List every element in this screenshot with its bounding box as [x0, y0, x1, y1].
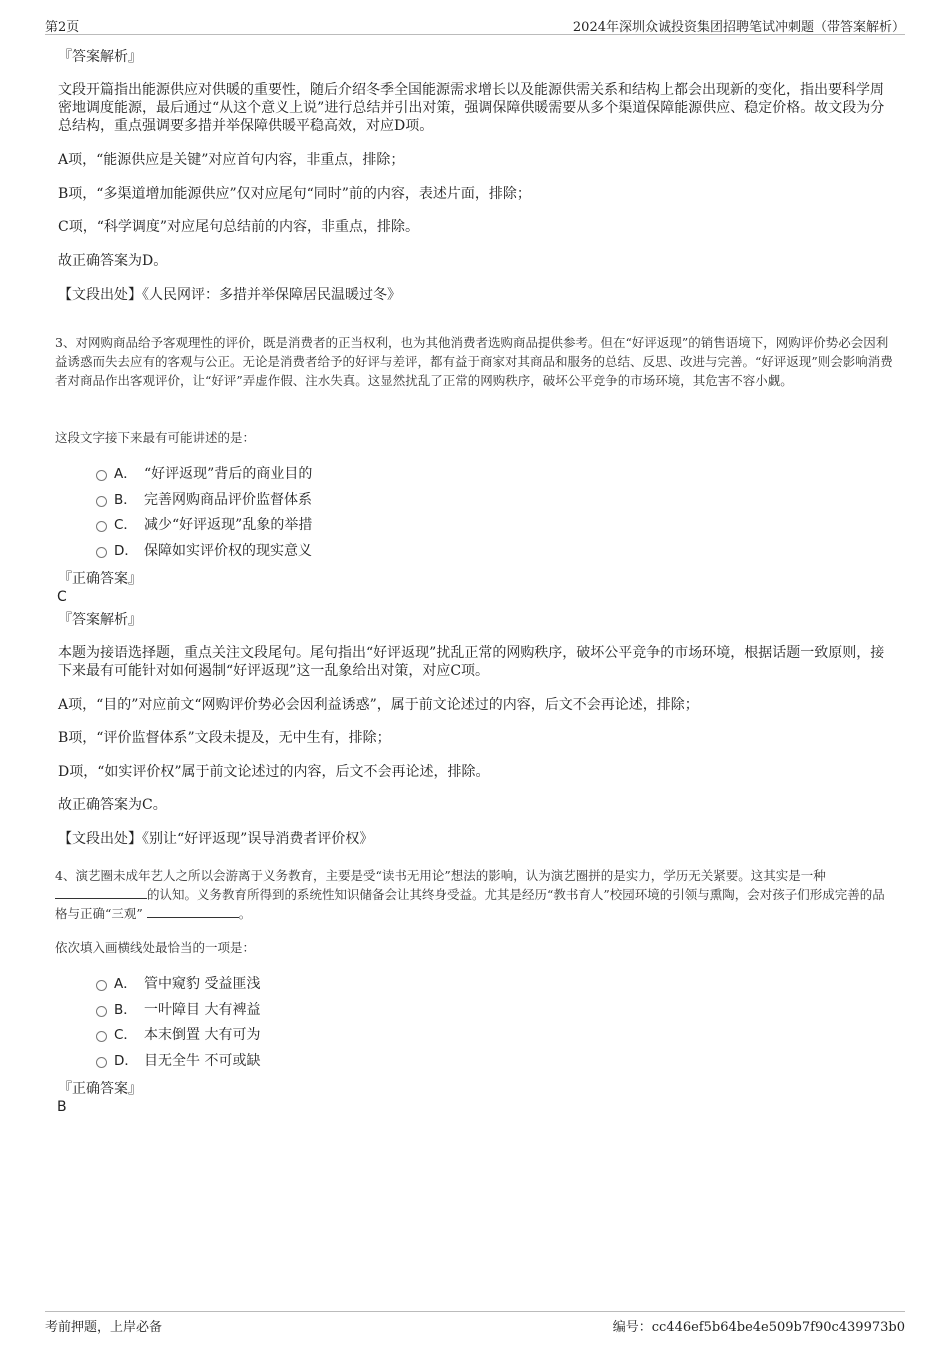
page-footer [45, 1311, 905, 1334]
q3-option-d[interactable]: D． 保障如实评价权的现实意义 [96, 541, 312, 561]
q2-analysis-title: 『答案解析』 [58, 49, 142, 65]
q3-prompt: 这段文字接下来最有可能讲述的是： [55, 430, 256, 445]
q3-analysis-option-b: B项，“评价监督体系”文段未提及，无中生有，排除； [58, 730, 391, 746]
q3-option-a[interactable]: A． “好评返现”背后的商业目的 [96, 464, 312, 484]
q4-stem: 4、演艺圈未成年艺人之所以会游离于义务教育，主要是受“读书无用论”想法的影响，认为演艺圈拼的是实力，学历无关紧要。这其实是一种的认知。义务教育所得到的系统性知识储备会让其终身受益。尤其是经历“教书育人”校园环境的引领与熏陶，会对孩子们形成完善的品格与正确“三观” 。 [55, 868, 885, 921]
q3-final-answer: 故正确答案为C。 [58, 797, 167, 813]
q4-option-c[interactable]: C． 本末倒置 大有可为 [96, 1025, 260, 1045]
radio-icon[interactable] [96, 1057, 107, 1068]
document-id: 编号：cc446ef5b64be4e509b7f90c439973b0 [612, 1320, 905, 1335]
q3-analysis-paragraph: 本题为接语选择题，重点关注文段尾句。尾句指出“好评返现”扰乱正常的网购秩序，破坏公平竞争的市场环境，根据话题一致原则，接下来最有可能针对如何遏制“好评返现”这一乱象给出对策，对应C项。 [58, 645, 885, 679]
q4-answer-title: 『正确答案』 [58, 1081, 142, 1097]
q2-analysis-option-c: C项，“科学调度”对应尾句总结前的内容，非重点，排除。 [58, 219, 420, 235]
q2-analysis-option-a: A项，“能源供应是关键”对应首句内容，非重点，排除； [58, 152, 405, 168]
q3-analysis-option-a: A项，“目的”对应前文“网购评价势必会因利益诱惑”，属于前文论述过的内容，后文不会再论述，排除； [58, 697, 699, 713]
q2-analysis-paragraph: 文段开篇指出能源供应对供暖的重要性，随后介绍冬季全国能源需求增长以及能源供需关系和结构上都会出现新的变化，指出要科学周密地调度能源，最后通过“从这个意义上说”进行总结并引出对策，强调保障供暖需要从多个渠道保障能源供应、稳定价格。故文段为分总结构，重点强调要多措并举保障供暖平稳高效，对应D项。 [58, 82, 885, 134]
q3-answer-title: 『正确答案』 [58, 571, 142, 587]
page-number: 第2页 [45, 20, 80, 35]
fill-blank-2[interactable] [147, 905, 239, 918]
q3-source: 【文段出处】《别让“好评返现”误导消费者评价权》 [58, 831, 374, 847]
q2-analysis-option-b: B项，“多渠道增加能源供应”仅对应尾句“同时”前的内容，表述片面，排除； [58, 186, 531, 202]
radio-icon[interactable] [96, 496, 107, 507]
q4-option-b[interactable]: B． 一叶障目 大有裨益 [96, 1000, 260, 1020]
radio-icon[interactable] [96, 1031, 107, 1042]
q3-option-c[interactable]: C． 减少“好评返现”乱象的举措 [96, 515, 312, 535]
radio-icon[interactable] [96, 547, 107, 558]
q4-option-d[interactable]: D． 目无全牛 不可或缺 [96, 1051, 260, 1071]
radio-icon[interactable] [96, 470, 107, 481]
q3-answer: C [57, 589, 67, 605]
q3-analysis-option-d: D项，“如实评价权”属于前文论述过的内容，后文不会再论述，排除。 [58, 764, 490, 780]
q3-analysis-title: 『答案解析』 [58, 612, 142, 628]
radio-icon[interactable] [96, 980, 107, 991]
document-title: 2024年深圳众诚投资集团招聘笔试冲刺题（带答案解析） [572, 20, 905, 35]
q4-answer: B [57, 1099, 67, 1115]
page-header [45, 14, 905, 35]
q3-option-b[interactable]: B． 完善网购商品评价监督体系 [96, 490, 312, 510]
radio-icon[interactable] [96, 521, 107, 532]
footer-slogan: 考前押题，上岸必备 [45, 1320, 163, 1335]
radio-icon[interactable] [96, 1006, 107, 1017]
q4-prompt: 依次填入画横线处最恰当的一项是： [55, 940, 256, 955]
fill-blank-1[interactable] [55, 886, 147, 899]
q2-source: 【文段出处】《人民网评：多措并举保障居民温暖过冬》 [58, 287, 401, 303]
q4-option-a[interactable]: A． 管中窥豹 受益匪浅 [96, 974, 260, 994]
q2-final-answer: 故正确答案为D。 [58, 253, 168, 269]
q3-stem: 3、对网购商品给予客观理性的评价，既是消费者的正当权利，也为其他消费者选购商品提供参考。但在“好评返现”的销售语境下，网购评价势必会因利益诱惑而失去应有的客观与公正。无论是消费者给予的好评与差评，都有益于商家对其商品和服务的总结、反思、改进与完善。“好评返现”则会影响消费者对商品作出客观评价，让“好评”弄虚作假、注水失真。这显然扰乱了正常的网购秩序，破坏公平竞争的市场环境，其危害不容小觑。 [55, 335, 893, 388]
